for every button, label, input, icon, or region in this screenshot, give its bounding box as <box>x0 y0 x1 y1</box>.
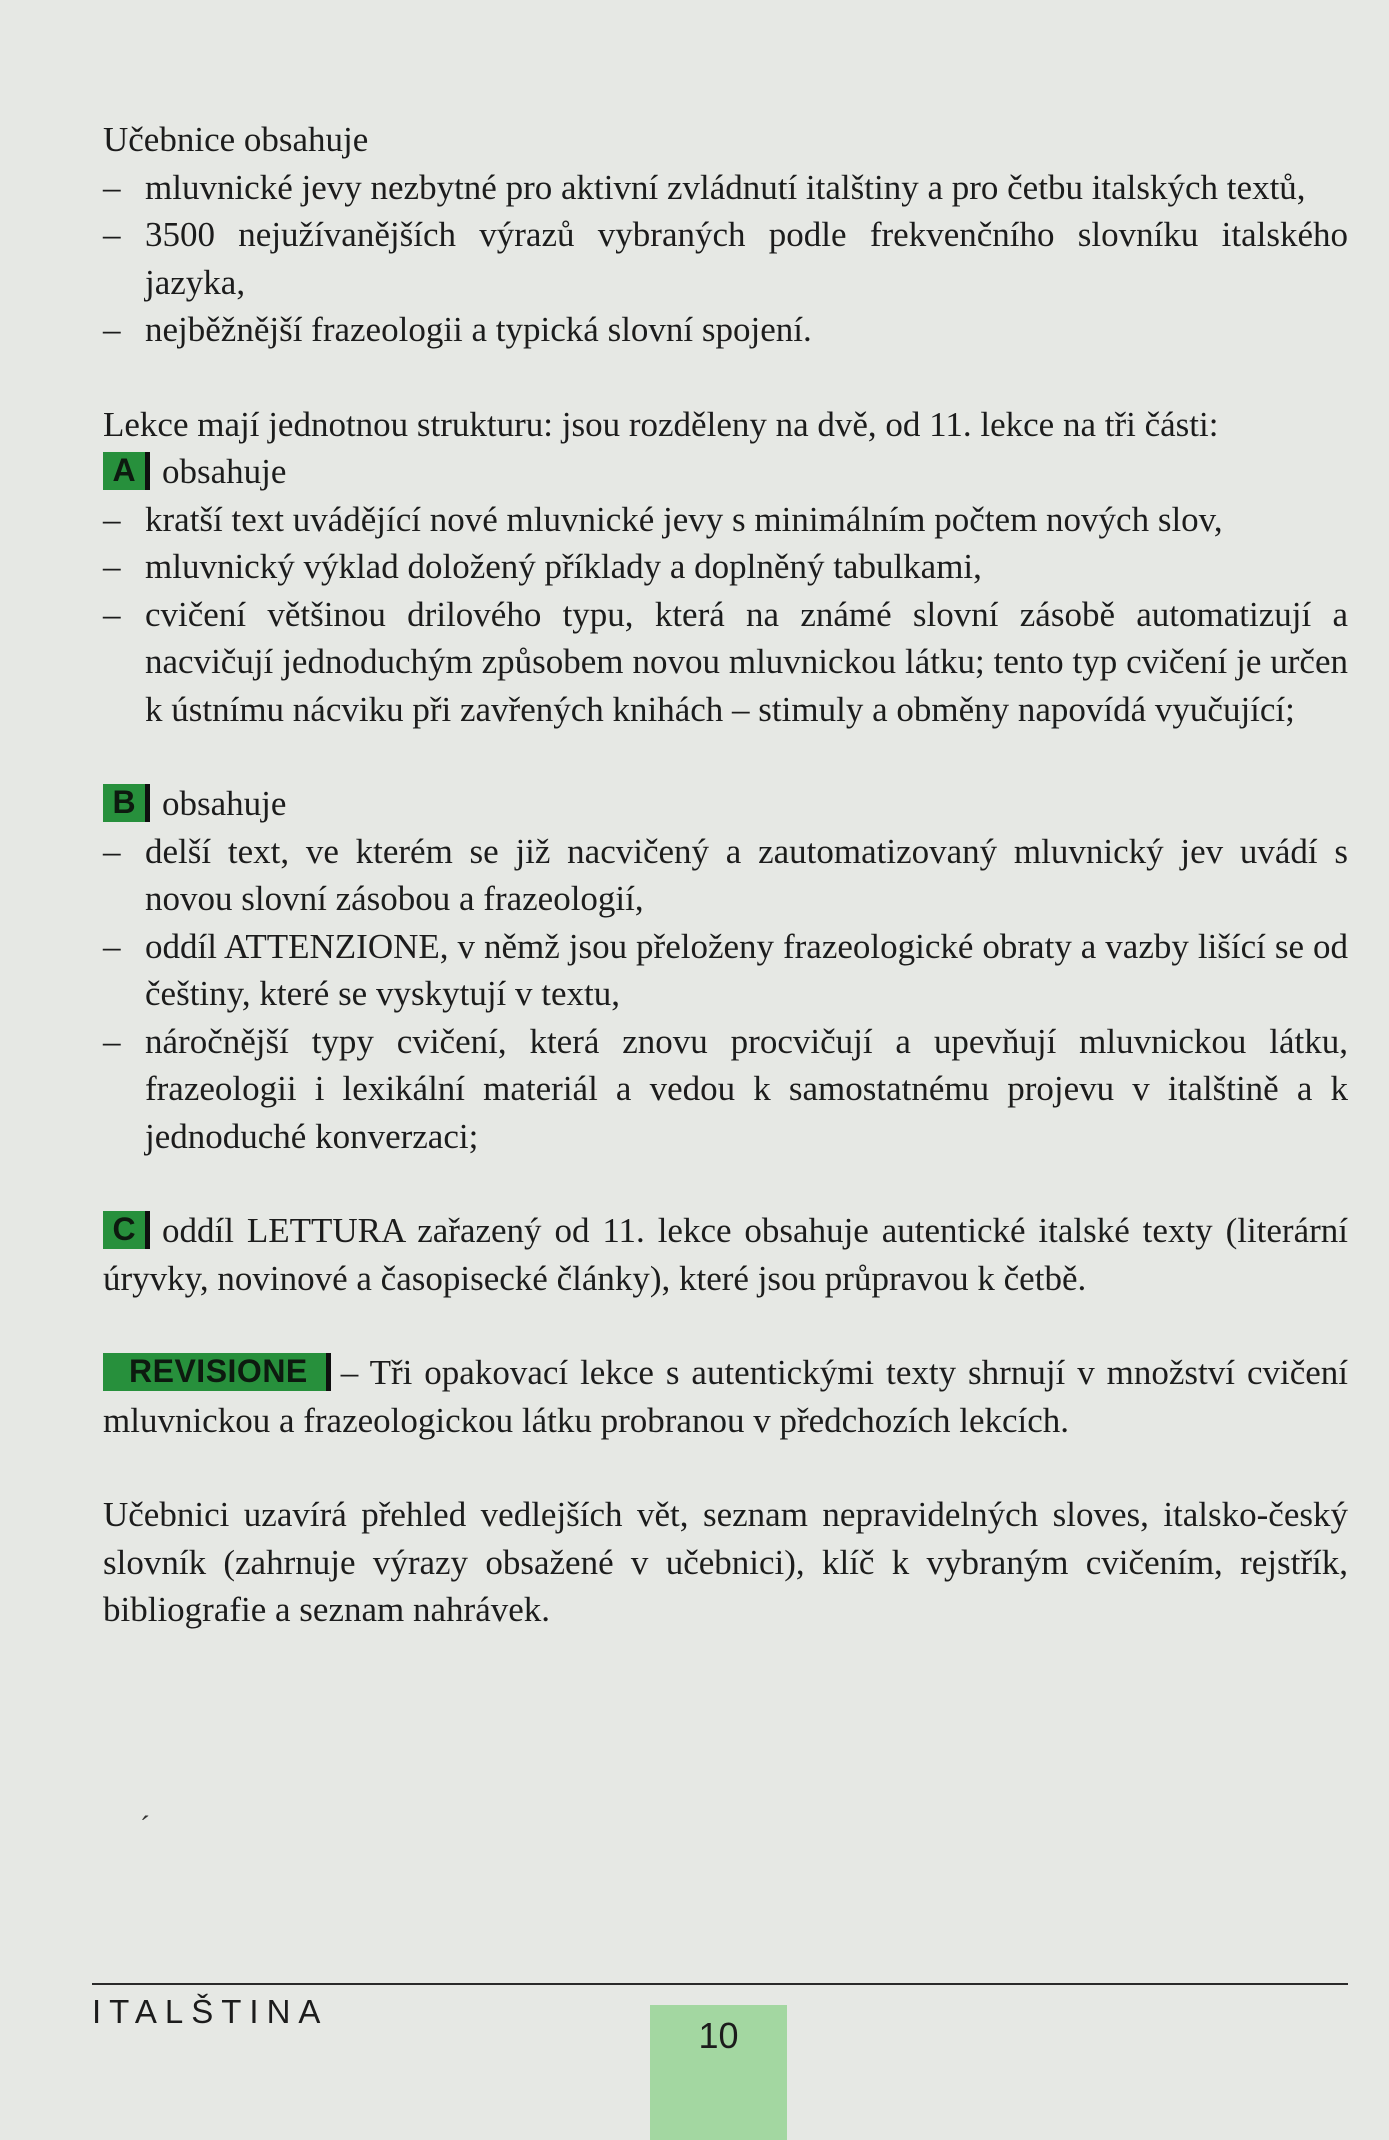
revisione-paragraph <box>103 1349 1348 1444</box>
section-a-item-2: – mluvnický výklad doložený příklady a doplněný tabulkami, <box>103 543 1348 591</box>
intro-list <box>103 164 1348 354</box>
page-number-box <box>650 2005 787 2140</box>
intro-item-3: – nejběžnější frazeologii a typická slovní spojení. <box>103 306 1348 354</box>
intro-item-2: – 3500 nejužívanějších výrazů vybraných podle frekvenčního slovníku italského jazyka, <box>103 211 1348 306</box>
section-a-item-1: – kratší text uvádějící nové mluvnické jevy s minimálním počtem nových slov, <box>103 496 1348 544</box>
revisione-text: – Tři opakovací lekce s autentickými texty shrnují v množství cvičení mluvnickou a frazeologickou látku probranou v předchozích lekcích. <box>103 1353 1348 1440</box>
section-b-item-1: – delší text, ve kterém se již nacvičený a zautomatizovaný mluvnický jev uvádí s novou slovní zásobou a frazeologií, <box>103 828 1348 923</box>
section-b-item-3: – náročnější typy cvičení, která znovu procvičují a upevňují mluvnickou látku, frazeologii i lexikální materiál a vedou k samostatnému projevu v italštině a k jednoduché konverzaci; <box>103 1018 1348 1161</box>
section-b-item-2: – oddíl ATTENZIONE, v němž jsou přeloženy frazeologické obraty a vazby lišící se od češtiny, které se vyskytují v textu, <box>103 923 1348 1018</box>
section-a-list <box>103 496 1348 734</box>
intro-item-1: – mluvnické jevy nezbytné pro aktivní zvládnutí italštiny a pro četbu italských textů, <box>103 164 1348 212</box>
structure-paragraph: Lekce mají jednotnou strukturu: jsou rozděleny na dvě, od 11. lekce na tři části: <box>103 404 1219 444</box>
intro-heading: Učebnice obsahuje <box>103 120 369 159</box>
section-a-label: obsahuje <box>162 452 287 491</box>
closing-paragraph: Učebnici uzavírá přehled vedlejších vět, seznam nepravidelných sloves, italsko-český slovník (zahrnuje výrazy obsažené v učebnici), klíč k vybraným cvičením, rejstřík, bibliografie a seznam nahrávek. <box>103 1495 1348 1629</box>
section-b-badge: B <box>103 784 150 822</box>
section-b-label: obsahuje <box>162 784 287 823</box>
section-a-header <box>103 448 1348 496</box>
section-a-badge: A <box>103 452 150 490</box>
section-c-text: oddíl LETTURA zařazený od 11. lekce obsahuje autentické italské texty (literární úryvky, novinové a časopisecké články), které jsou průpravou k četbě. <box>103 1211 1348 1298</box>
stray-mark: ´ <box>140 1810 150 1843</box>
section-b-list <box>103 828 1348 1161</box>
section-b-header <box>103 780 1348 828</box>
section-c-paragraph <box>103 1207 1348 1302</box>
revisione-badge: REVISIONE <box>103 1353 331 1391</box>
section-c-badge: C <box>103 1211 150 1249</box>
footer-divider <box>92 1983 1348 1985</box>
section-a-item-3: – cvičení většinou drilového typu, která na známé slovní zásobě automatizují a nacvičují jednoduchým způsobem novou mluvnickou látku; tento typ cvičení je určen k ústnímu nácviku při zavřených knihách – stimuly a obměny napovídá vyučující; <box>103 591 1348 734</box>
footer-title: ITALŠTINA <box>92 1993 329 2030</box>
page-number: 10 <box>698 2015 739 2056</box>
body-text <box>103 116 1348 1634</box>
